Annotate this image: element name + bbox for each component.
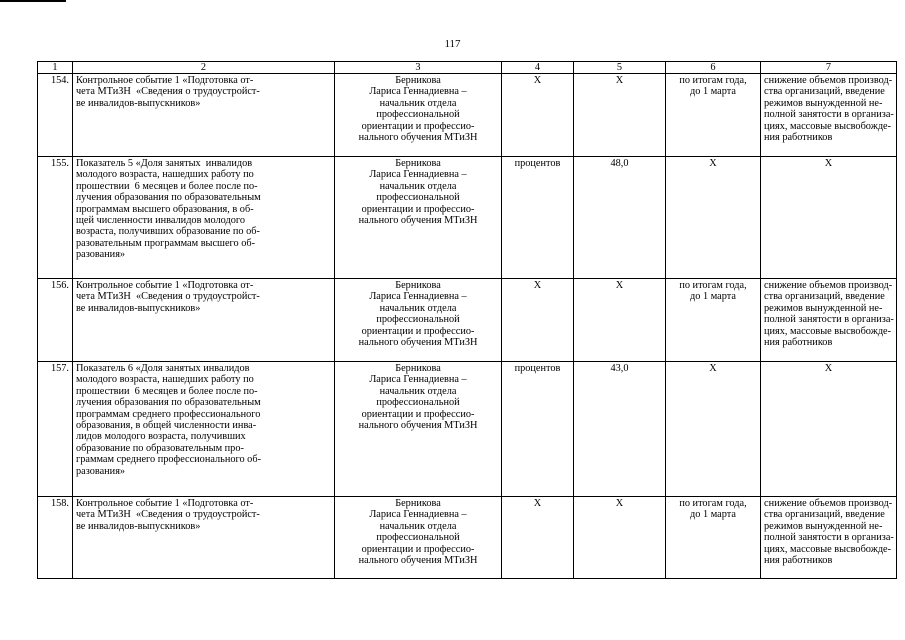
row-responsible: Берникова Лариса Геннадиевна – начальник отдела профессиональной ориентации и профессио- нального обучения МТиЗН — [358, 158, 478, 227]
row-unit: процентов — [502, 157, 574, 279]
row-unit: Х — [502, 497, 574, 579]
column-header: 4 — [502, 62, 574, 74]
row-responsible: Берникова Лариса Геннадиевна – начальник отдела профессиональной ориентации и профессио- нального обучения МТиЗН — [358, 498, 478, 567]
row-number: 155. — [38, 157, 73, 279]
column-header: 1 — [38, 62, 73, 74]
row-responsible: Берникова Лариса Геннадиевна – начальник отдела профессиональной ориентации и профессио- нального обучения МТиЗН — [358, 280, 478, 349]
row-value: Х — [574, 497, 666, 579]
row-value: Х — [574, 279, 666, 362]
row-unit: Х — [502, 279, 574, 362]
row-description: Показатель 6 «Доля занятых инвалидов молодого возраста, нашедших работу по прошествии 6 месяцев и более после по- лучения образования по образовательным программам среднего профессионального образования, в общей численности инва- лидов молодого возраста, получивших образование по образовательным про- граммам среднего профессионального об- разования» — [76, 363, 262, 477]
column-header: 7 — [761, 62, 897, 74]
row-number: 156. — [38, 279, 73, 362]
row-responsible: Берникова Лариса Геннадиевна – начальник отдела профессиональной ориентации и профессио- нального обучения МТиЗН — [358, 363, 478, 432]
column-header: 2 — [73, 62, 335, 74]
row-description: Контрольное событие 1 «Подготовка от- чета МТиЗН «Сведения о трудоустройст- ве инвалидов-выпускников» — [76, 75, 260, 109]
plan-table — [37, 61, 897, 579]
row-unit: Х — [502, 74, 574, 157]
row-value: 48,0 — [574, 157, 666, 279]
row-deadline: по итогам года, до 1 марта — [679, 280, 747, 303]
row-risks: снижение объемов производ- ства организаций, введение режимов вынужденной не- полной занятости в организа- циях, массовые высвобожде- ния работников — [764, 280, 894, 349]
row-number: 158. — [38, 497, 73, 579]
column-header: 6 — [666, 62, 761, 74]
table-row — [38, 157, 897, 279]
row-value: 43,0 — [574, 362, 666, 497]
column-number-row — [38, 62, 897, 74]
page-number: 117 — [444, 38, 461, 50]
row-value: Х — [574, 74, 666, 157]
table-row — [38, 497, 897, 579]
row-responsible: Берникова Лариса Геннадиевна – начальник отдела профессиональной ориентации и профессио- нального обучения МТиЗН — [358, 75, 478, 144]
row-deadline: по итогам года, до 1 марта — [679, 75, 747, 98]
row-risks: снижение объемов производ- ства организаций, введение режимов вынужденной не- полной занятости в организа- циях, массовые высвобожде- ния работников — [764, 75, 894, 144]
row-unit: процентов — [502, 362, 574, 497]
row-deadline: Х — [666, 157, 761, 279]
row-risks: снижение объемов производ- ства организаций, введение режимов вынужденной не- полной занятости в организа- циях, массовые высвобожде- ния работников — [764, 498, 894, 567]
table-row — [38, 74, 897, 157]
corner-rule — [0, 0, 66, 2]
row-description: Показатель 5 «Доля занятых инвалидов молодого возраста, нашедших работу по прошествии 6 месяцев и более после по- лучения образования по образовательным программам высшего образования, в об- щей численности инвалидов молодого возраста, получивших образование по об- разовательным программам высшего об- разования» — [76, 158, 261, 261]
row-number: 154. — [38, 74, 73, 157]
row-deadline: Х — [666, 362, 761, 497]
table-row — [38, 279, 897, 362]
row-description: Контрольное событие 1 «Подготовка от- чета МТиЗН «Сведения о трудоустройст- ве инвалидов-выпускников» — [76, 498, 260, 532]
row-risks: Х — [761, 362, 897, 497]
column-header: 5 — [574, 62, 666, 74]
table-row — [38, 362, 897, 497]
row-deadline: по итогам года, до 1 марта — [679, 498, 747, 521]
column-header: 3 — [335, 62, 502, 74]
row-number: 157. — [38, 362, 73, 497]
row-description: Контрольное событие 1 «Подготовка от- чета МТиЗН «Сведения о трудоустройст- ве инвалидов-выпускников» — [76, 280, 260, 314]
row-risks: Х — [761, 157, 897, 279]
